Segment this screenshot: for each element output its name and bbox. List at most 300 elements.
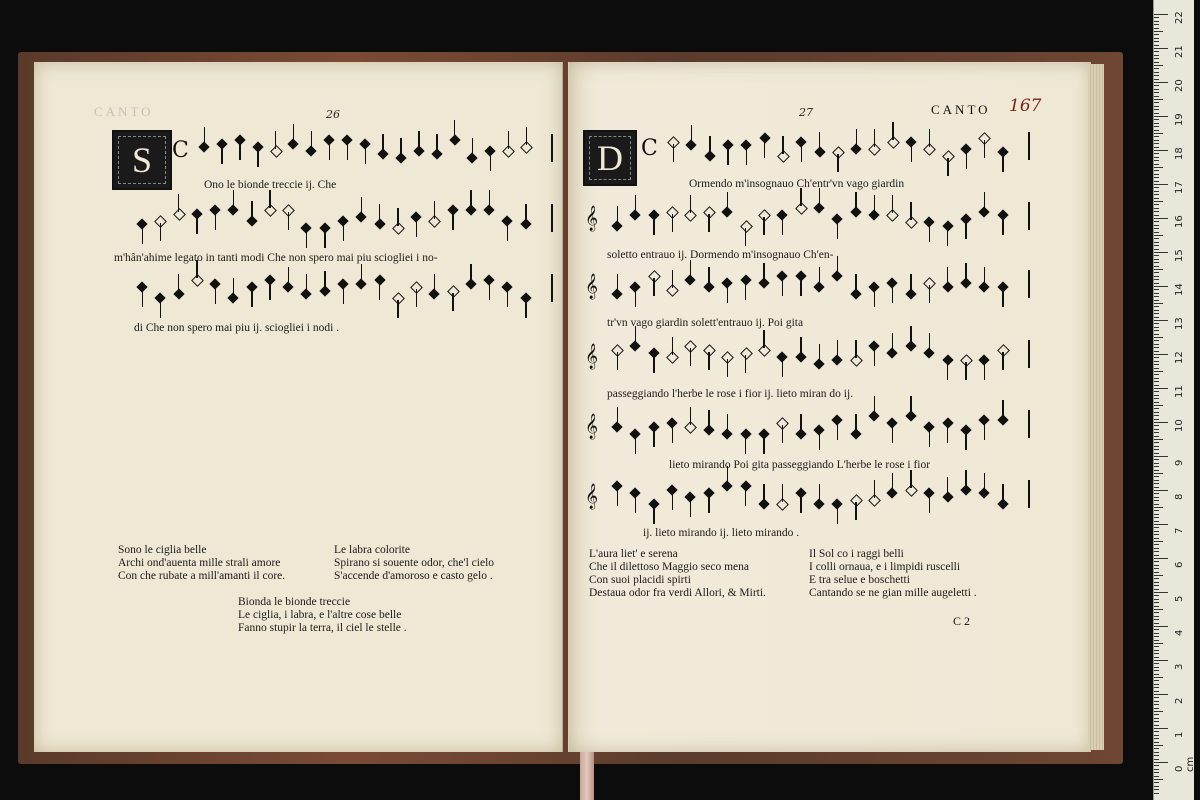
note-stem [984, 192, 985, 210]
ruler-tick [1154, 405, 1163, 406]
bar-line [551, 204, 553, 232]
note-stem [324, 271, 325, 289]
ruler-tick [1154, 759, 1159, 760]
ruler-tick [1154, 663, 1159, 664]
ruler-label: 12 [1174, 351, 1185, 364]
ruler-tick [1154, 283, 1159, 284]
note-stem [489, 282, 490, 300]
verse-line: Cantando se ne gian mille augeletti . [809, 587, 977, 599]
ruler-tick [1154, 249, 1159, 250]
lyric-line: soletto entrauo ij. Dormendo m'insognauo Ch'en- [607, 249, 834, 261]
ruler-tick [1154, 262, 1159, 263]
note-stem [929, 333, 930, 351]
manuscript-folio-number: 167 [1009, 96, 1042, 116]
ruler-tick [1154, 170, 1159, 171]
ruler-label: 19 [1174, 113, 1185, 126]
ruler-tick [1154, 96, 1159, 97]
verse-line: Spirano si souente odor, che'l cielo [334, 557, 495, 569]
note-stem [837, 256, 838, 274]
ruler-label: 11 [1174, 385, 1185, 398]
initial-letter: S [131, 140, 153, 180]
ruler-tick [1154, 38, 1159, 39]
music-staff [112, 344, 554, 380]
ruler-tick [1154, 521, 1159, 522]
note-stem [343, 286, 344, 304]
ruler-tick [1154, 714, 1159, 715]
ruler-tick [1154, 779, 1163, 780]
ruler-tick [1154, 544, 1159, 545]
ruler-tick [1154, 337, 1163, 338]
ruler-tick [1154, 364, 1159, 365]
note-stem [763, 263, 764, 281]
ruler-tick [1154, 480, 1159, 481]
verse-line: Con che rubate a mill'amanti il core. [118, 570, 286, 582]
ruler-label: 20 [1174, 79, 1185, 92]
ruler-tick [1154, 708, 1159, 709]
note-stem [653, 278, 654, 296]
note-stem [257, 149, 258, 167]
ruler-tick [1154, 354, 1168, 355]
ruler-tick [1154, 483, 1159, 484]
note-stem [617, 352, 618, 370]
note-stem [855, 502, 856, 520]
note-stem [800, 495, 801, 513]
note-stem [965, 432, 966, 450]
verse-line: L'aura liet' e serena [589, 548, 678, 560]
music-staff [112, 274, 554, 310]
note-stem [929, 429, 930, 447]
clef-sign: C [641, 136, 658, 161]
initial-ornament [118, 136, 166, 184]
ruler-tick [1154, 609, 1163, 610]
note-stem [288, 212, 289, 230]
ruler-tick [1154, 119, 1159, 120]
note-stem [311, 131, 312, 149]
note-stem [617, 206, 618, 224]
verse-stanza-2 [334, 544, 494, 583]
verse-stanza-2 [809, 548, 977, 600]
note-stem [361, 197, 362, 215]
note-stem [708, 352, 709, 370]
ruler-label: 7 [1174, 527, 1185, 534]
ruler-tick [1154, 527, 1159, 528]
ruler-tick [1154, 500, 1159, 501]
ruler-tick [1154, 534, 1159, 535]
clef-sign: C [172, 138, 189, 163]
note-stem [329, 142, 330, 160]
ruler-tick [1154, 133, 1163, 134]
page-folio-left: 26 [326, 108, 340, 121]
ruler-tick [1154, 266, 1159, 267]
ruler-tick [1154, 742, 1159, 743]
ruler-tick [1154, 653, 1159, 654]
note-stem [874, 396, 875, 414]
initial-letter: D [597, 138, 623, 178]
bar-line [1028, 270, 1030, 298]
note-stem [837, 506, 838, 524]
note-stem [727, 285, 728, 303]
music-staff [112, 480, 554, 516]
ruler-tick [1154, 85, 1159, 86]
ruler-label: 8 [1174, 493, 1185, 500]
note-stem [782, 425, 783, 443]
note-stem [892, 195, 893, 213]
note-stem [306, 230, 307, 248]
verse-line: Con suoi placidi spirti [589, 574, 691, 586]
note-stem [947, 228, 948, 246]
ruler-tick [1154, 592, 1168, 593]
verse-stanza-1 [118, 544, 285, 583]
note-stem [929, 285, 930, 303]
verse-line: S'accende d'amoroso e casto gelo . [334, 570, 493, 582]
ruler-tick [1154, 106, 1159, 107]
note-stem [966, 151, 967, 169]
note-stem [416, 219, 417, 237]
note-stem [837, 422, 838, 440]
note-stem [324, 230, 325, 248]
lyric-line: Ono le bionde treccie ij. Che [204, 179, 337, 191]
ruler-tick [1154, 28, 1159, 29]
ruler-tick [1154, 368, 1159, 369]
note-stem [800, 188, 801, 206]
ruler-tick [1154, 602, 1159, 603]
note-stem [763, 484, 764, 502]
music-staff [174, 134, 554, 170]
ruler-tick [1154, 782, 1159, 783]
clef-sign: 𝄞 [585, 274, 599, 299]
ruler-tick [1154, 582, 1159, 583]
ruler-tick [1154, 300, 1159, 301]
note-stem [490, 153, 491, 171]
note-stem [142, 226, 143, 244]
ruler-tick [1154, 24, 1159, 25]
ruler-tick [1154, 425, 1159, 426]
ruler-tick [1154, 776, 1159, 777]
ruler-tick [1154, 633, 1159, 634]
note-stem [910, 202, 911, 220]
ruler-tick [1154, 381, 1159, 382]
note-stem [855, 274, 856, 292]
ruler-tick [1154, 731, 1159, 732]
note-stem [947, 158, 948, 176]
ruler-tick [1154, 684, 1159, 685]
note-stem [1002, 484, 1003, 502]
ruler-tick [1154, 412, 1159, 413]
note-stem [801, 144, 802, 162]
note-stem [233, 190, 234, 208]
ruler-label: 22 [1174, 11, 1185, 24]
note-stem [727, 147, 728, 165]
ruler-tick [1154, 738, 1159, 739]
note-stem [251, 289, 252, 307]
note-stem [379, 204, 380, 222]
note-stem [288, 267, 289, 285]
bar-line [1028, 202, 1030, 230]
ruler-tick [1154, 704, 1159, 705]
music-staff [587, 202, 1031, 238]
ruler-tick [1154, 419, 1159, 420]
ruler-tick [1154, 453, 1159, 454]
note-stem [1002, 352, 1003, 370]
note-stem [293, 124, 294, 142]
ruler-tick [1154, 126, 1159, 127]
ruler-tick [1154, 55, 1159, 56]
ruler-tick [1154, 694, 1168, 695]
ruler-tick [1154, 636, 1159, 637]
note-stem [251, 201, 252, 219]
ruler-tick [1154, 238, 1159, 239]
ruler-tick [1154, 51, 1159, 52]
ruler-tick [1154, 204, 1159, 205]
note-stem [727, 192, 728, 210]
ruler-tick [1154, 517, 1159, 518]
note-stem [347, 142, 348, 160]
ruler-tick [1154, 194, 1159, 195]
ruler-tick [1154, 670, 1159, 671]
note-stem [690, 348, 691, 366]
note-stem [672, 214, 673, 232]
ruler-tick [1154, 674, 1159, 675]
note-stem [215, 286, 216, 304]
ruler-tick [1154, 147, 1159, 148]
note-stem [929, 224, 930, 242]
note-stem [874, 348, 875, 366]
ruler-tick [1154, 691, 1159, 692]
initial-ornament [589, 136, 631, 180]
ruler-tick [1154, 79, 1159, 80]
ruler-label: 1 [1174, 731, 1185, 738]
note-stem [653, 429, 654, 447]
ruler-tick [1154, 289, 1159, 290]
note-stem [911, 144, 912, 162]
ruler-tick [1154, 541, 1163, 542]
ruler-tick [1154, 391, 1159, 392]
note-stem [635, 436, 636, 454]
ruler-tick [1154, 293, 1159, 294]
ruler-tick [1154, 575, 1163, 576]
note-stem [965, 221, 966, 239]
note-stem [708, 495, 709, 513]
running-head: CANTO [931, 102, 991, 117]
ruler-tick [1154, 388, 1168, 389]
ruler-label: 5 [1174, 595, 1185, 602]
bar-line [1028, 410, 1030, 438]
ruler-tick [1154, 765, 1159, 766]
ruler-tick [1154, 187, 1159, 188]
note-stem [837, 154, 838, 172]
ruler-tick [1154, 228, 1159, 229]
note-stem [708, 410, 709, 428]
note-stem [269, 282, 270, 300]
ruler-tick [1154, 255, 1159, 256]
ruler-tick [1154, 89, 1159, 90]
ruler-tick [1154, 619, 1159, 620]
note-stem [221, 146, 222, 164]
ruler-tick [1154, 449, 1159, 450]
note-stem [617, 274, 618, 292]
ruler-tick [1154, 99, 1163, 100]
ruler-tick [1154, 643, 1163, 644]
ruler-label: 21 [1174, 45, 1185, 58]
note-stem [690, 260, 691, 278]
ruler-tick [1154, 721, 1159, 722]
ruler-tick [1154, 317, 1159, 318]
ruler-tick [1154, 82, 1168, 83]
note-stem [672, 425, 673, 443]
note-stem [708, 267, 709, 285]
ruler-tick [1154, 41, 1159, 42]
ruler-tick [1154, 75, 1159, 76]
note-stem [910, 470, 911, 488]
ruler-tick [1154, 432, 1159, 433]
verse-line: Che il dilettoso Maggio seco mena [589, 561, 750, 573]
ruler-tick [1154, 697, 1159, 698]
ruler-tick [1154, 490, 1168, 491]
note-stem [1002, 289, 1003, 307]
note-stem [416, 289, 417, 307]
ruler-tick [1154, 371, 1163, 372]
ruler-tick [1154, 555, 1159, 556]
note-stem [910, 326, 911, 344]
ruler-tick [1154, 459, 1159, 460]
note-stem [855, 192, 856, 210]
note-stem [690, 499, 691, 517]
ruler-tick [1154, 177, 1159, 178]
note-stem [892, 333, 893, 351]
note-stem [617, 488, 618, 506]
ruler-tick [1154, 344, 1159, 345]
ruler-tick [1154, 109, 1159, 110]
note-stem [452, 212, 453, 230]
ruler-tick [1154, 667, 1159, 668]
note-stem [379, 282, 380, 300]
decorated-initial-s [112, 130, 172, 190]
ruler-tick [1154, 235, 1163, 236]
note-stem [892, 425, 893, 443]
ruler-tick [1154, 442, 1159, 443]
ruler-tick [1154, 320, 1168, 321]
ruler-label: 0 cm [1174, 756, 1196, 772]
gathering-signature: C 2 [953, 614, 971, 628]
ruler-tick [1154, 497, 1159, 498]
ruler-tick [1154, 439, 1163, 440]
note-stem [763, 330, 764, 348]
note-stem [965, 362, 966, 380]
ruler-tick [1154, 184, 1168, 185]
note-stem [929, 495, 930, 513]
ruler-tick [1154, 62, 1159, 63]
ruler-label: 2 [1174, 697, 1185, 704]
ruler-tick [1154, 568, 1159, 569]
note-stem [1002, 154, 1003, 172]
note-stem [470, 264, 471, 282]
ruler-tick [1154, 310, 1159, 311]
ruler-tick [1154, 191, 1159, 192]
note-stem [436, 134, 437, 152]
ruler-tick [1154, 606, 1159, 607]
note-stem [782, 217, 783, 235]
music-staff [112, 204, 554, 240]
note-stem [418, 131, 419, 149]
note-stem [400, 138, 401, 156]
ruler-tick [1154, 306, 1159, 307]
ruler-tick [1154, 429, 1159, 430]
ruler-tick [1154, 786, 1159, 787]
note-stem [763, 436, 764, 454]
lyric-line: Ormendo m'insognauo Ch'entr'vn vago giardin [689, 178, 905, 190]
note-stem [361, 264, 362, 282]
ruler-tick [1154, 113, 1159, 114]
note-stem [239, 142, 240, 160]
ruler-tick [1154, 589, 1159, 590]
note-stem [160, 223, 161, 241]
note-stem [782, 484, 783, 502]
note-stem [837, 221, 838, 239]
ruler-tick [1154, 279, 1159, 280]
note-stem [204, 127, 205, 145]
ruler-tick [1154, 385, 1159, 386]
ruler-tick [1154, 623, 1159, 624]
ruler-tick [1154, 174, 1159, 175]
ruler-tick [1154, 538, 1159, 539]
ruler-tick [1154, 272, 1159, 273]
ruler-tick [1154, 72, 1159, 73]
ruler-tick [1154, 252, 1168, 253]
ruler-label: 16 [1174, 215, 1185, 228]
ruler-tick [1154, 116, 1168, 117]
note-stem [855, 340, 856, 358]
ruler-tick [1154, 245, 1159, 246]
note-stem [910, 274, 911, 292]
lyric-line: m'hân'ahime legato in tanti modi Che non spero mai piu sciogliei i no- [114, 252, 438, 264]
bar-line [1028, 132, 1030, 160]
ruler-tick [1154, 215, 1159, 216]
note-stem [472, 138, 473, 156]
ruler-tick [1154, 378, 1159, 379]
ruler-tick [1154, 361, 1159, 362]
ruler-tick [1154, 463, 1159, 464]
ruler-tick [1154, 735, 1159, 736]
ruler-tick [1154, 31, 1163, 32]
ruler-tick [1154, 728, 1168, 729]
ruler-tick [1154, 402, 1159, 403]
note-stem [929, 129, 930, 147]
ruler-tick [1154, 323, 1159, 324]
ruler-tick [1154, 160, 1159, 161]
page-fore-edge [1088, 64, 1104, 750]
note-stem [434, 274, 435, 292]
ruler-tick [1154, 558, 1168, 559]
ruler-label: 17 [1174, 181, 1185, 194]
note-stem [709, 136, 710, 154]
note-stem [653, 217, 654, 235]
note-stem [819, 432, 820, 450]
note-stem [708, 214, 709, 232]
bar-line [551, 134, 553, 162]
bleed-running-head: CANTO [94, 104, 154, 119]
note-stem [984, 140, 985, 158]
note-stem [856, 129, 857, 147]
ruler-tick [1154, 58, 1159, 59]
verse-line: Le ciglia, i labra, e l'altre cose belle [238, 609, 402, 621]
ruler-tick [1154, 21, 1159, 22]
ruler-tick [1154, 313, 1159, 314]
note-stem [764, 140, 765, 158]
note-stem [947, 267, 948, 285]
verse-line: Bionda le bionde treccie [238, 596, 351, 608]
note-stem [672, 270, 673, 288]
ruler-tick [1154, 585, 1159, 586]
